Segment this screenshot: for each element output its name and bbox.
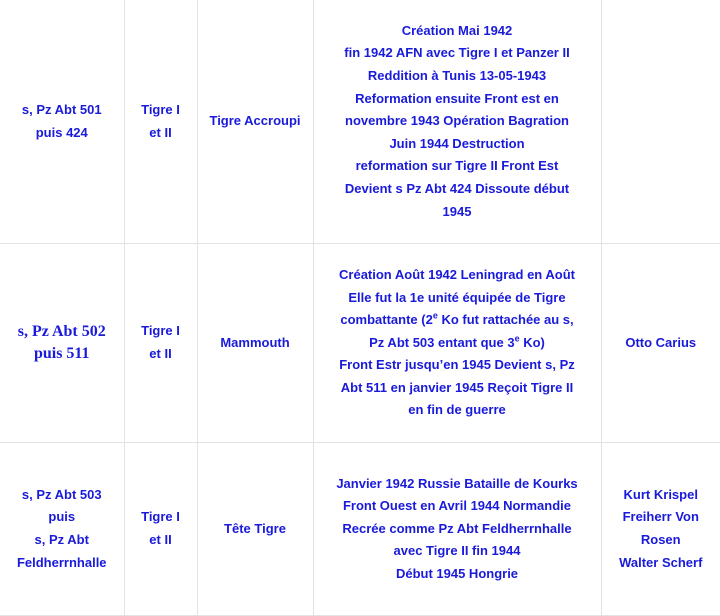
history-line: Devient s Pz Abt 424 Dissoute début [344, 180, 570, 196]
ace-name: Kurt Krispel [623, 486, 698, 502]
tanks-line: Tigre I [141, 509, 180, 525]
tanks-line: Tigre I [141, 101, 180, 117]
tanks-line: et II [149, 532, 172, 547]
history-cell [313, 244, 601, 443]
history-line: 1945 [442, 203, 472, 219]
history-line: Janvier 1942 Russie Bataille de Kourks [336, 475, 578, 491]
history-line: novembre 1943 Opération Bagration [345, 113, 569, 129]
emblem-cell [197, 443, 313, 616]
unit-line: puis 424 [35, 124, 88, 140]
history-fragment: Pz Abt 503 entant que 3 [369, 334, 515, 350]
tanks-cell [124, 244, 197, 443]
history-line: Juin 1944 Destruction [389, 135, 525, 151]
history-line [316, 309, 599, 332]
history-line: reformation sur Tigre II Front Est [355, 158, 559, 174]
history-cell [313, 443, 601, 616]
history-line: Création Mai 1942 [401, 22, 513, 38]
unit-line: s, Pz Abt [34, 532, 89, 547]
aces-cell [601, 244, 720, 443]
history-line: Début 1945 Hongrie [395, 565, 519, 581]
unit-line: puis 511 [33, 345, 90, 362]
emblem-text: Mammouth [220, 334, 290, 350]
table-row [0, 244, 720, 443]
tanks-line: Tigre I [141, 323, 180, 339]
tanks-cell [124, 0, 197, 244]
tanks-line: et II [149, 346, 172, 361]
history-line: Reformation ensuite Front est en [355, 90, 559, 106]
history-line: avec Tigre II fin 1944 [393, 543, 521, 559]
aces-cell [601, 443, 720, 616]
emblem-text: Tigre Accroupi [209, 113, 301, 129]
ace-name: Walter Scherf [619, 554, 703, 570]
emblem-text: Tête Tigre [224, 520, 286, 536]
unit-line: Feldherrnhalle [16, 554, 107, 570]
ace-name: Rosen [640, 532, 681, 547]
unit-line: s, Pz Abt 501 [21, 101, 102, 117]
table-row [0, 0, 720, 244]
history-line: Abt 511 en janvier 1945 Reçoit Tigre II [340, 379, 574, 395]
ace-name: Otto Carius [625, 334, 697, 350]
history-line: Création Août 1942 Leningrad en Août [339, 266, 575, 282]
table-row [0, 443, 720, 616]
unit-line: puis [48, 509, 76, 525]
history-line: Recrée comme Pz Abt Feldherrnhalle [342, 520, 572, 536]
unit-cell [0, 0, 124, 244]
unit-cell [0, 443, 124, 616]
aces-cell [601, 0, 720, 244]
unit-cell [0, 244, 124, 443]
history-cell [313, 0, 601, 244]
tanks-cell [124, 443, 197, 616]
history-line: fin 1942 AFN avec Tigre I et Panzer II [344, 45, 570, 61]
emblem-cell [197, 244, 313, 443]
emblem-cell [197, 0, 313, 244]
tanks-line: et II [149, 124, 172, 140]
history-line: en fin de guerre [408, 402, 506, 418]
history-line: Elle fut la 1e unité équipée de Tigre [348, 289, 566, 305]
unit-line: s, Pz Abt 502 [17, 323, 106, 340]
history-fragment: Ko) [519, 334, 545, 350]
superscript: e [432, 310, 438, 321]
history-fragment: combattante (2 [340, 312, 433, 328]
history-line: Reddition à Tunis 13-05-1943 [367, 68, 547, 84]
history-fragment: Ko fut rattachée au s, [437, 312, 574, 328]
unit-line: s, Pz Abt 503 [21, 486, 102, 502]
history-line: Front Ouest en Avril 1944 Normandie [342, 498, 572, 514]
ace-name: Freiherr Von [622, 509, 699, 525]
history-line [316, 332, 599, 355]
superscript: e [514, 333, 520, 344]
history-line: Front Estr jusqu’en 1945 Devient s, Pz [339, 357, 575, 373]
